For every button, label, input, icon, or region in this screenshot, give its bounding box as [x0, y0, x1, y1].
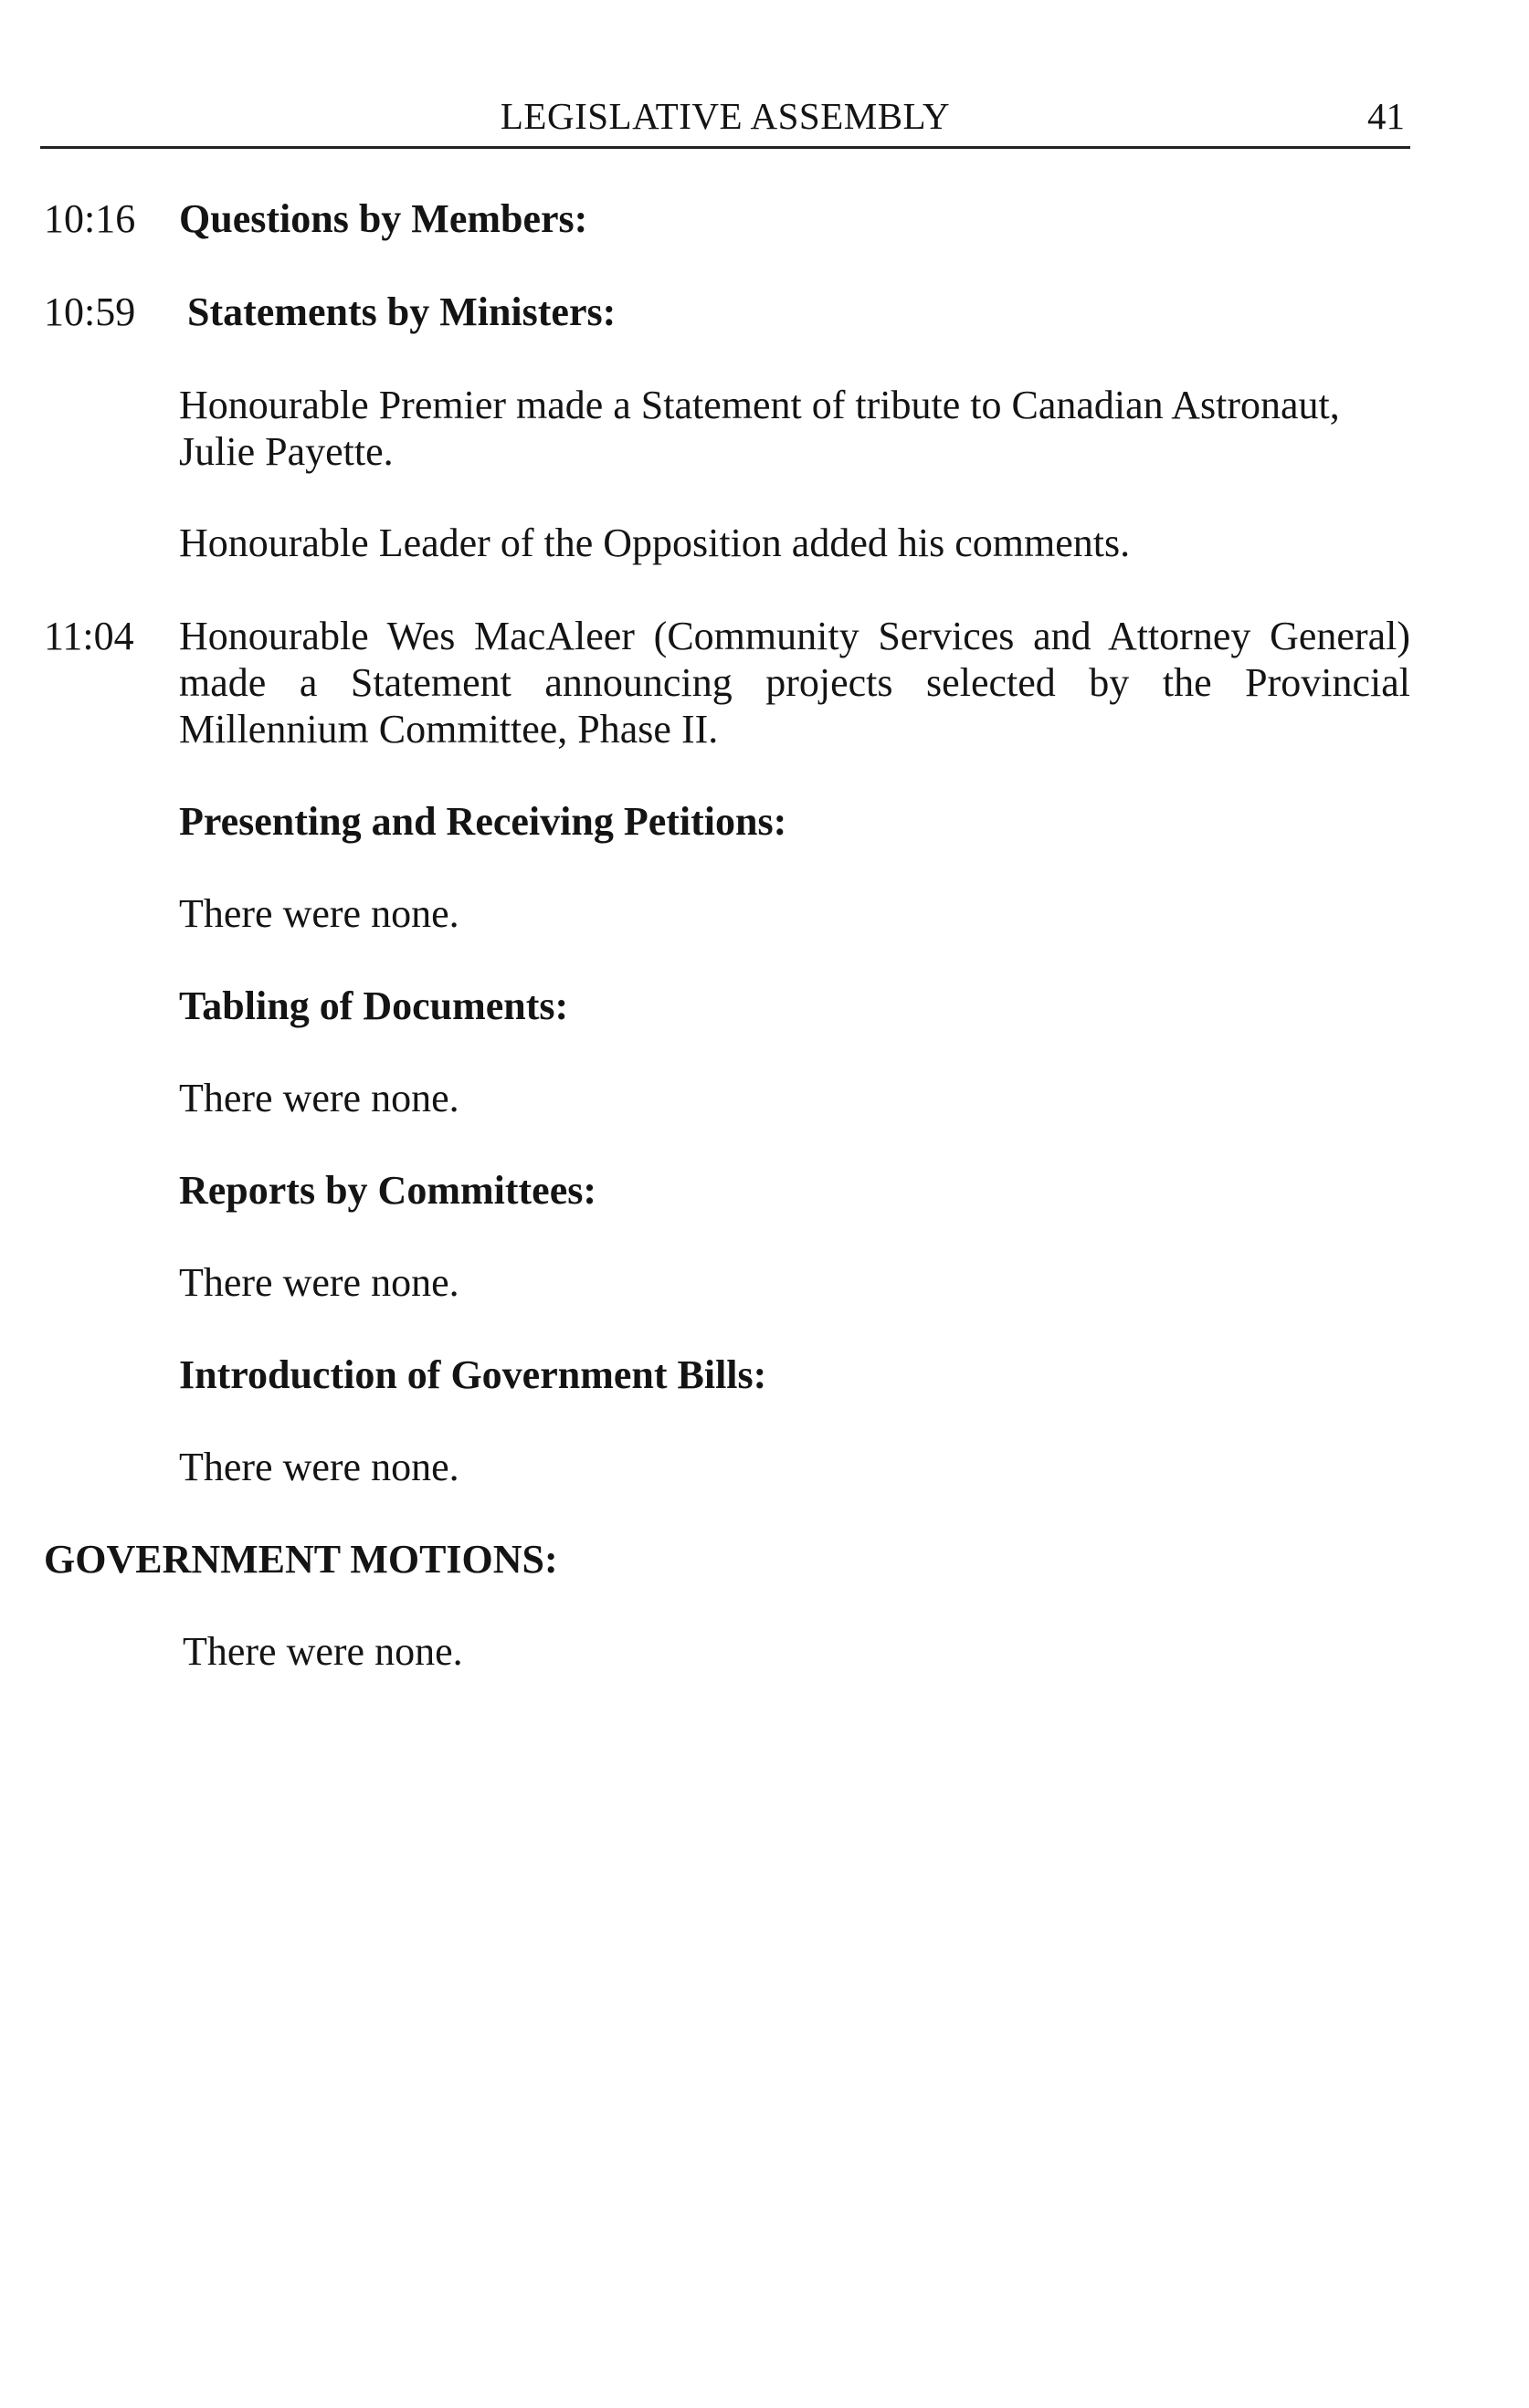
header-title: LEGISLATIVE ASSEMBLY — [500, 95, 951, 137]
government-bills-heading: Introduction of Government Bills: — [179, 1352, 767, 1397]
statements-by-ministers-heading: Statements by Ministers: — [187, 289, 617, 334]
macaleer-statement-paragraph: Honourable Wes MacAleer (Community Services and Attorney General) made a Statement announcing projects selected by the Provincial Millennium Committee, Phase II. — [179, 614, 1410, 752]
entry-time-1016: 10:16 — [44, 196, 136, 241]
premier-statement-paragraph: Honourable Premier made a Statement of tribute to Canadian Astronaut, Julie Payette. — [179, 383, 1340, 474]
government-motions-heading: GOVERNMENT MOTIONS: — [44, 1537, 558, 1582]
tabling-documents-heading: Tabling of Documents: — [179, 983, 569, 1028]
reports-by-committees-text: There were none. — [179, 1260, 459, 1305]
tabling-documents-text: There were none. — [179, 1076, 459, 1120]
entry-time-1104: 11:04 — [44, 614, 134, 658]
government-motions-text: There were none. — [183, 1629, 463, 1674]
page-number: 41 — [1367, 95, 1405, 137]
opposition-comments-paragraph: Honourable Leader of the Opposition added his comments. — [179, 521, 1131, 565]
government-bills-text: There were none. — [179, 1445, 459, 1489]
reports-by-committees-heading: Reports by Committees: — [179, 1168, 596, 1213]
entry-time-1059: 10:59 — [44, 289, 136, 334]
petitions-heading: Presenting and Receiving Petitions: — [179, 799, 787, 844]
questions-by-members-heading: Questions by Members: — [179, 196, 588, 241]
page-header — [40, 93, 1410, 149]
petitions-text: There were none. — [179, 891, 459, 936]
